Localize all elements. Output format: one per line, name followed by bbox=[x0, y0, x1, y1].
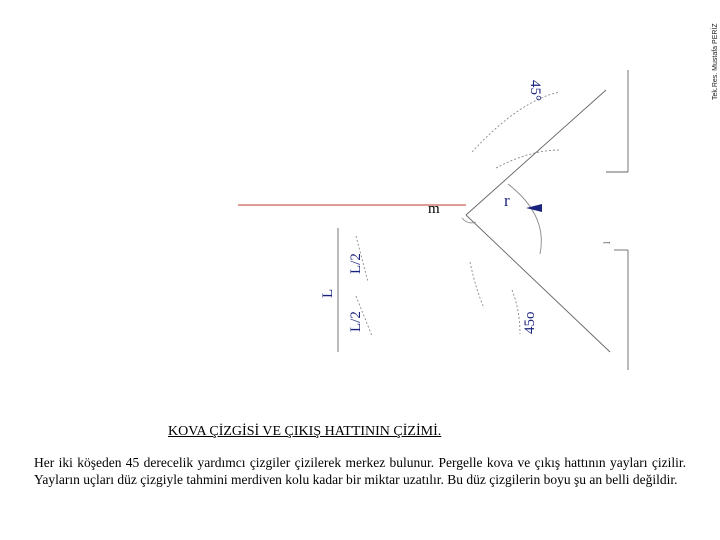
label-angle-top: 45° bbox=[527, 80, 543, 101]
diagonal-up-line bbox=[466, 90, 606, 215]
radius-arrow-icon bbox=[526, 204, 542, 212]
center-arc bbox=[462, 218, 476, 223]
label-half-top: L/2 bbox=[348, 253, 364, 274]
outer-arc-bottom bbox=[512, 290, 520, 334]
label-L: L bbox=[320, 288, 336, 298]
author-credit-text: Tek.Res. Mustafa PERİZ bbox=[712, 23, 719, 100]
outer-arc-upper bbox=[496, 150, 560, 168]
diagonal-down-line bbox=[466, 215, 610, 352]
label-r: r bbox=[504, 191, 510, 210]
section-heading: KOVA ÇİZGİSİ VE ÇIKIŞ HATTININ ÇİZİMİ. bbox=[168, 424, 442, 439]
label-small-mark: l bbox=[602, 241, 612, 244]
label-angle-bottom: 45o bbox=[522, 311, 538, 334]
label-half-bottom: L/2 bbox=[348, 311, 364, 332]
radius-arc bbox=[508, 184, 541, 254]
label-m: m bbox=[428, 201, 440, 217]
outer-arc-lower bbox=[470, 262, 484, 308]
description-paragraph: Her iki köşeden 45 derecelik yardımcı çizgiler çizilerek merkez bulunur. Pergelle kova ve çıkış hattının yayları çizilir. Yayların uçları düz çizgiyle tahmini merdiven kolu kadar bir miktar uzatılır. Bu düz çizgilerin boyu şu an belli değildir. bbox=[34, 455, 686, 487]
